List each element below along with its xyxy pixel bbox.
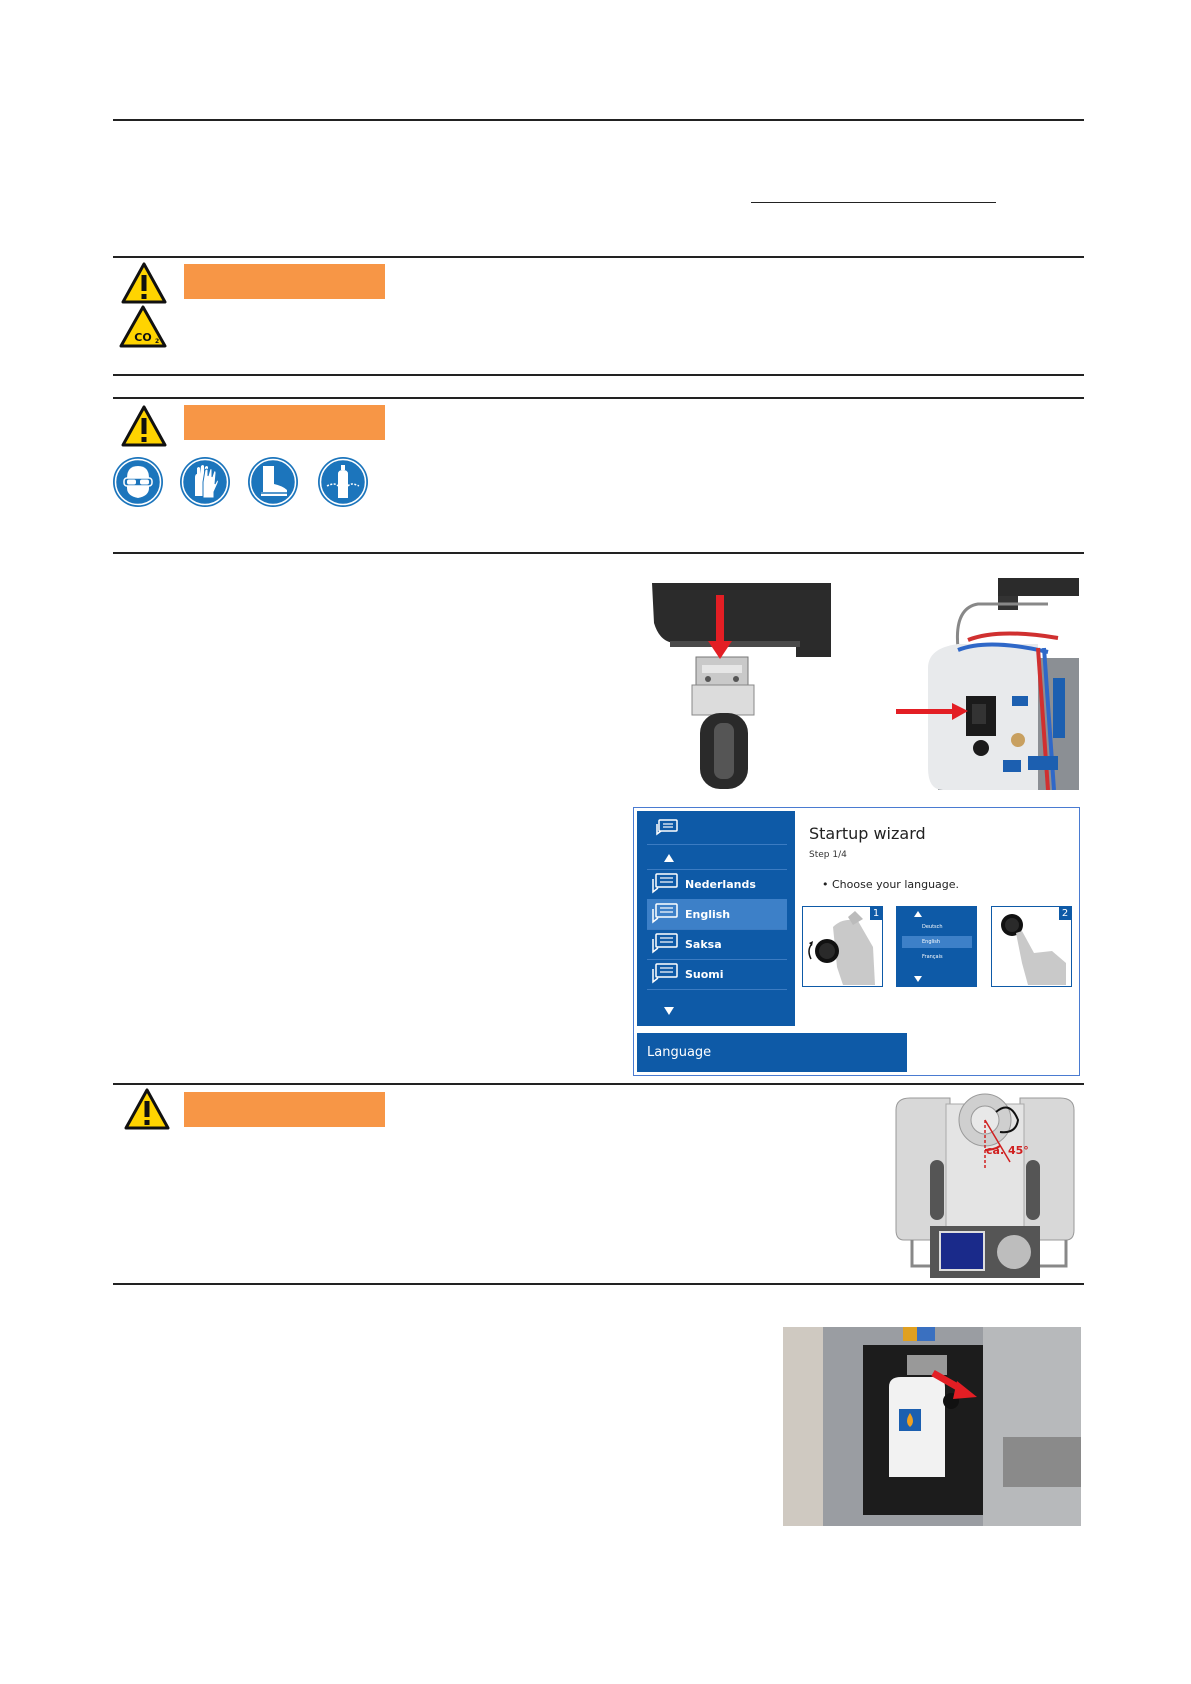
mini-down-icon	[914, 976, 922, 982]
chat-icon	[655, 819, 679, 837]
rule-4	[113, 552, 1084, 554]
rule-3	[113, 397, 1084, 399]
power-switch-photo	[888, 578, 1079, 790]
svg-text:CO: CO	[134, 331, 152, 344]
warning-label-bar-2	[184, 405, 385, 440]
wizard-instruction: • Choose your language.	[822, 878, 960, 891]
scroll-up-icon[interactable]	[663, 853, 675, 863]
startup-wizard-screen	[633, 807, 1080, 1076]
valve-rotation-diagram	[890, 1090, 1080, 1278]
warning-icon	[121, 405, 167, 447]
rotate-knob-thumbnail	[802, 906, 883, 987]
thumbnail-number: 1	[870, 907, 882, 920]
wizard-footer	[637, 1033, 907, 1072]
safety-boots-icon	[247, 456, 299, 508]
wizard-title: Startup wizard	[809, 824, 926, 843]
thumbnail-number: 2	[1059, 907, 1071, 920]
gloves-icon	[179, 456, 231, 508]
angle-label: ca. 45°	[986, 1144, 1029, 1157]
blank-underline	[751, 202, 996, 203]
language-label: Saksa	[685, 938, 722, 951]
mini-language: Deutsch	[922, 924, 943, 930]
caster-wheel-photo	[646, 583, 831, 790]
rule-top	[113, 119, 1084, 121]
language-item-saksa[interactable]	[647, 929, 787, 960]
language-list	[637, 811, 795, 1026]
language-label: Suomi	[685, 968, 724, 981]
warning-icon	[124, 1088, 170, 1130]
divider	[647, 844, 787, 845]
co2-warning-icon	[119, 305, 167, 349]
language-label: English	[685, 908, 731, 921]
mini-menu-thumbnail	[896, 906, 977, 987]
push-knob-thumbnail	[991, 906, 1072, 987]
rule-6	[113, 1283, 1084, 1285]
warning-label-bar-1	[184, 264, 385, 299]
wizard-step: Step 1/4	[809, 850, 847, 860]
rule-5	[113, 1083, 1084, 1085]
eye-protection-icon	[112, 456, 164, 508]
mini-language: Français	[922, 954, 943, 960]
mini-up-icon	[914, 911, 922, 917]
language-label: Nederlands	[685, 878, 756, 891]
rule-1	[113, 256, 1084, 258]
language-item-nederlands[interactable]	[647, 869, 787, 900]
warning-icon	[121, 262, 167, 304]
svg-text:2: 2	[155, 338, 160, 345]
warning-label-bar-3	[184, 1092, 385, 1127]
oil-bottle-photo	[783, 1327, 1081, 1526]
gas-cylinder-icon	[317, 456, 369, 508]
scroll-down-icon[interactable]	[663, 1006, 675, 1016]
mini-language: English	[922, 939, 941, 945]
footer-label: Language	[647, 1045, 712, 1060]
language-item-english[interactable]	[647, 899, 787, 930]
language-item-suomi[interactable]	[647, 959, 787, 990]
rule-2	[113, 374, 1084, 376]
